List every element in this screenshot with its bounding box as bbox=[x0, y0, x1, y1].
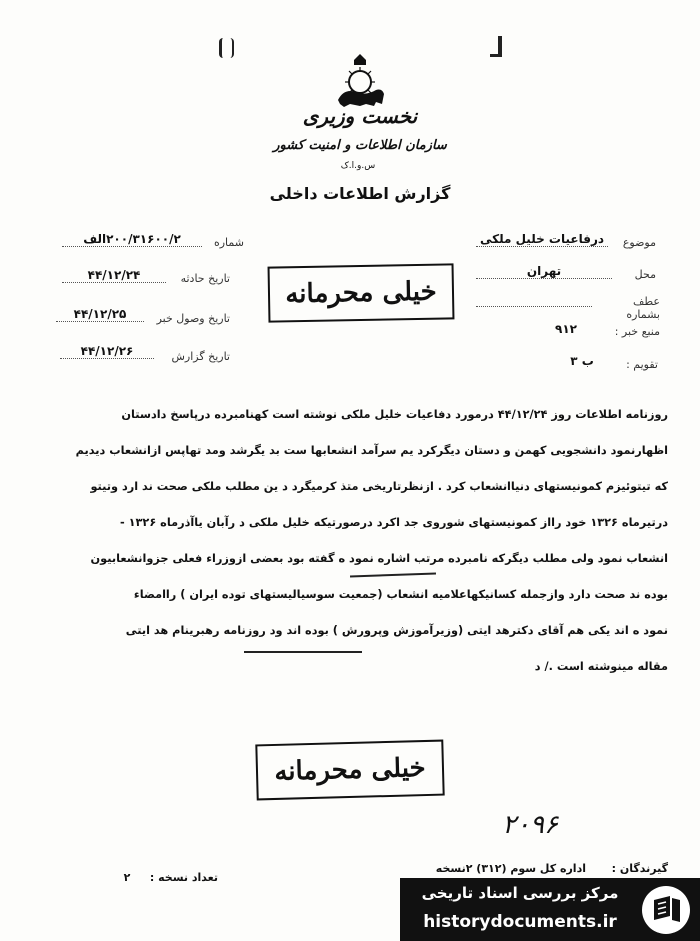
recipients-label: گیرندگان : bbox=[611, 862, 668, 875]
body-line: اظهارنمود دانشجویی کهمن و دستان دیگرکرد یم سرآمد انشعابها ست بد یگرشد ومد تهاپس ازانشعاب دیدیم bbox=[75, 444, 668, 457]
archive-watermark bbox=[400, 878, 700, 941]
report-date-label: تاریخ گزارش bbox=[171, 350, 230, 363]
source-value: ۹۱۲ bbox=[555, 322, 577, 336]
handwritten-number: ۲۰۹۶ bbox=[502, 810, 558, 840]
confidential-stamp-top: خیلی محرمانه bbox=[268, 263, 455, 322]
number-value: ۲۰۰/۳۱۶۰۰/۲الف bbox=[62, 232, 202, 247]
receipt-date-value: ۴۴/۱۲/۲۵ bbox=[56, 307, 144, 322]
confidential-stamp-bottom: خیلی محرمانه bbox=[255, 740, 444, 801]
subject-label: موضوع bbox=[622, 236, 656, 249]
org-subtitle: سازمان اطلاعات و امنیت کشور bbox=[273, 138, 447, 153]
copies-value: ۲ bbox=[123, 871, 131, 884]
report-body bbox=[36, 405, 668, 693]
body-line: مقاله مینوشته است ./ د bbox=[534, 660, 668, 673]
body-line: بوده ند صحت دارد وازجمله کسانیکهاعلامیه انشعاب (جمعیت سوسیالیستهای توده ایران ) راامضاء bbox=[133, 588, 668, 601]
recipients-value: اداره کل سوم (۳۱۲) ۲نسخه bbox=[435, 862, 586, 875]
watermark-title: مرکز بررسی اسناد تاریخی bbox=[421, 884, 619, 902]
source-label: منبع خبر : bbox=[614, 325, 660, 338]
body-line: که تیتوئیزم کمونیستهای دنیاانشعاب کرد . ازنظرتاریخی متذ کرمیگرد د ین مطلب ملکی صحت ند ارد وتیتو bbox=[90, 480, 668, 493]
document-title: گزارش اطلاعات داخلی bbox=[269, 184, 451, 203]
incident-date-value: ۴۴/۱۲/۲۴ bbox=[62, 268, 166, 283]
location-label: محل bbox=[634, 268, 656, 281]
body-line: درتیرماه ۱۳۲۶ خود رااز کمونیستهای شوروی جد اکرد درصورتیکه خلیل ملکی د رآبان یاآذرماه ۱۳۲۶ - bbox=[120, 516, 668, 529]
number-label: شماره bbox=[213, 236, 244, 249]
body-line: نمود ه اند یکی هم آقای دکترهد ایتی (وزیرآموزش وپرورش ) بوده اند ود روزنامه رهبرینام هد ایتی bbox=[125, 624, 668, 637]
report-date-value: ۴۴/۱۲/۲۶ bbox=[60, 344, 154, 359]
lion-and-sun-emblem-icon bbox=[330, 52, 390, 112]
corner-mark-right bbox=[490, 36, 502, 57]
corner-mark-left bbox=[219, 38, 234, 58]
handwritten-underline bbox=[244, 651, 362, 653]
reference-number-value bbox=[476, 292, 592, 307]
org-title: نخست وزیری bbox=[302, 104, 418, 128]
evaluation-value: ب ۳ bbox=[570, 354, 594, 368]
archive-logo-icon bbox=[640, 884, 692, 936]
location-value: تهران bbox=[476, 264, 612, 279]
incident-date-label: تاریخ حادثه bbox=[180, 272, 230, 285]
watermark-url: historydocuments.ir bbox=[423, 912, 617, 932]
body-line: روزنامه اطلاعات روز ۴۴/۱۲/۲۴ درمورد دفاعیات خلیل ملکی نوشته است کهنامبرده درپاسخ دادستان bbox=[121, 408, 668, 421]
body-line: انشعاب نمود ولی مطلب دیگرکه نامبرده مرتب اشاره نمود ه گفته بود بعضی ازوزراء فعلی جزوانشعابیون bbox=[90, 552, 668, 565]
copies-label: تعداد نسخه : bbox=[149, 871, 218, 884]
subject-value: درفاعیات خلیل ملکی bbox=[476, 232, 608, 247]
reference-code: س.و.ا.ک bbox=[340, 161, 376, 171]
receipt-date-label: تاریخ وصول خبر bbox=[156, 312, 230, 325]
reference-number-label: عطف بشماره bbox=[626, 295, 660, 321]
evaluation-label: تقویم : bbox=[626, 358, 658, 371]
